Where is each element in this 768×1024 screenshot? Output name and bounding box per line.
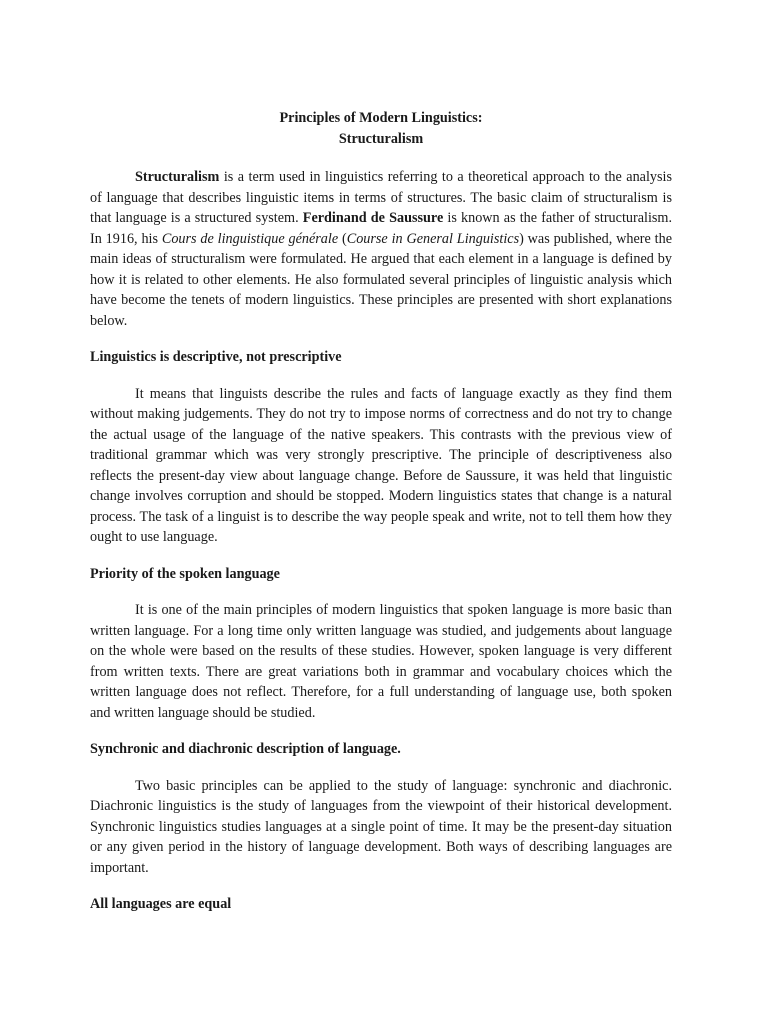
section-heading-equal: All languages are equal [90, 896, 232, 912]
intro-text-4: ) was published, where the main ideas of structuralism were formulated. He argued that each element in a language is defined by how it is related to other elements. He also formulated several principles of linguistic analysis which have become the tenets of modern linguistics. These principles are presented with short explanations below. [90, 230, 673, 329]
term-structuralism: Structuralism [135, 169, 220, 185]
title-line-2: Structuralism [338, 130, 424, 147]
book-title-english: Course in General Linguistics [346, 230, 520, 247]
intro-text-1: is a term used in linguistics referring to a theoretical approach to the analysis of language that describes linguistic items in terms of structures. The basic claim of structuralism is that language is a structured system. [90, 169, 672, 226]
intro-paragraph [90, 167, 672, 331]
intro-text-3: ( [338, 230, 347, 247]
section-body-spoken: It is one of the main principles of modern linguistics that spoken language is more basic than written language. For a long time only written language was studied, and judgements about language on the whole were based on the results of these studies. However, spoken language is very different from written texts. There are great variations both in grammar and vocabulary choices which the written language does not reflect. Therefore, for a full understanding of language use, both spoken and written language should be studied. [90, 602, 672, 721]
intro-text-2: is known as the father of structuralism. In 1916, his [90, 210, 672, 247]
title-line-1: Principles of Modern Linguistics: [279, 110, 483, 126]
section-heading-synchronic: Synchronic and diachronic description of language. [90, 741, 401, 757]
name-saussure: Ferdinand de Saussure [302, 210, 444, 226]
section-heading-descriptive: Linguistics is descriptive, not prescriptive [90, 349, 342, 365]
section-body-descriptive: It means that linguists describe the rules and facts of language exactly as they find them without making judgements. They do not try to impose norms of correctness and do not try to change the actual usage of the language of the native speakers. This contrasts with the previous view of traditional grammar which was very strongly prescriptive. The principle of descriptiveness also reflects the present-day view about language change. Before de Saussure, it was held that linguistic change involves corruption and should be stopped. Modern linguistics states that change is a natural process. The task of a linguist is to describe the way people speak and write, not to tell them how they ought to use language. [90, 385, 672, 545]
section-body-synchronic: Two basic principles can be applied to the study of language: synchronic and diachronic. Diachronic linguistics is the study of languages from the viewpoint of their historical development. Synchronic linguistics studies languages at a single point of time. It may be the present-day situation or any given period in the history of language development. Both ways of describing languages are important. [90, 777, 672, 876]
section-heading-spoken: Priority of the spoken language [90, 565, 280, 582]
book-title-french: Cours de linguistique générale [161, 230, 339, 247]
document-content [90, 108, 672, 931]
document-title [90, 108, 672, 149]
